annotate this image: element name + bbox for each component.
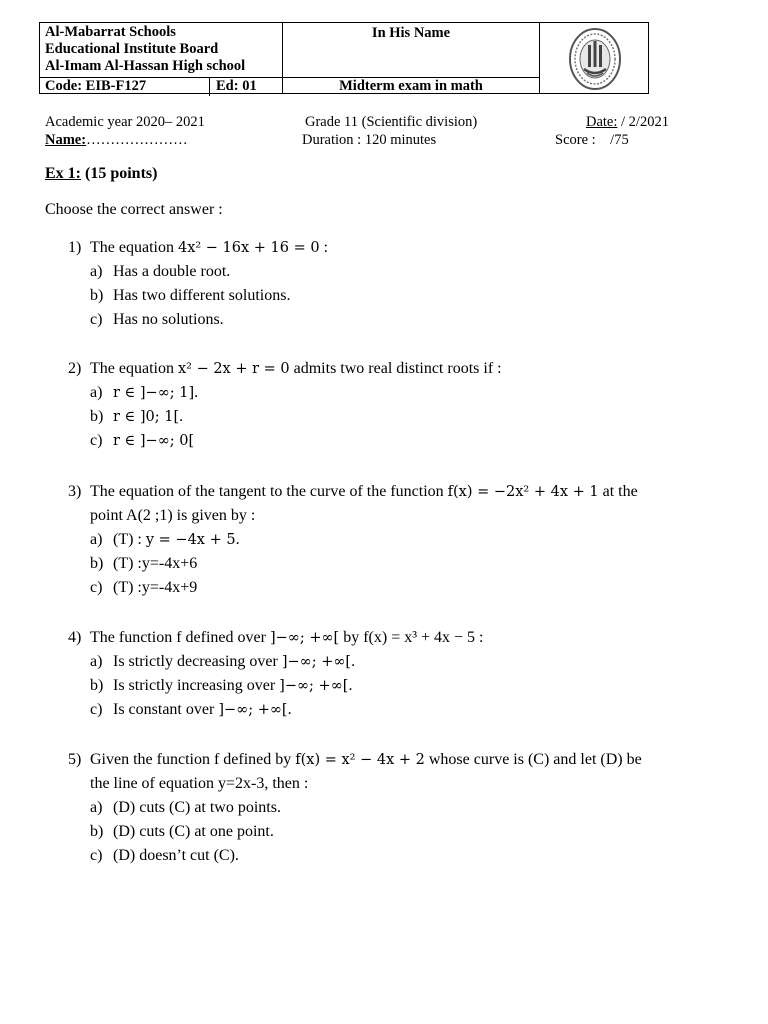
question-line <box>68 480 728 504</box>
question-number: 2) <box>68 360 82 377</box>
option-text: . <box>194 384 199 401</box>
question-line <box>68 357 728 381</box>
option-text: (T) : <box>113 531 146 548</box>
option-text: Is strictly decreasing over <box>113 653 282 670</box>
option-letter: b) <box>90 555 104 572</box>
option-c <box>68 698 728 722</box>
option-c <box>68 844 728 868</box>
high-school-name: Al-Imam Al-Hassan High school <box>45 58 246 74</box>
exercise-label: Ex 1: <box>45 165 81 182</box>
option-letter: b) <box>90 408 104 425</box>
option-math: ]−∞; +∞[ <box>279 678 349 694</box>
question-line <box>68 236 728 260</box>
option-math: r ∈ ]−∞; 0[ <box>113 433 195 449</box>
question-number: 5) <box>68 751 82 768</box>
school-name: Al-Mabarrat Schools <box>45 24 176 40</box>
school-emblem-icon <box>568 27 622 91</box>
option-c <box>68 576 728 600</box>
equation: 4x² − 16x + 16 = 0 <box>177 240 320 256</box>
duration: Duration : 120 minutes <box>302 132 437 148</box>
option-text: Has two different solutions. <box>113 287 291 304</box>
exercise-points: (15 points) <box>81 165 158 182</box>
institute-board: Educational Institute Board <box>45 41 219 57</box>
question-4 <box>68 626 728 722</box>
question-text: admits two real distinct roots if : <box>289 360 502 377</box>
academic-year: Academic year 2020– 2021 <box>45 114 205 130</box>
option-text: (D) cuts (C) at two points. <box>113 799 281 816</box>
question-text: whose curve is (C) and let (D) be <box>424 751 642 768</box>
question-text: point A(2 ;1) is given by : <box>90 507 256 524</box>
option-letter: a) <box>90 384 103 401</box>
option-a <box>68 381 728 405</box>
title-cell <box>282 22 540 94</box>
option-letter: c) <box>90 432 103 449</box>
option-letter: b) <box>90 287 104 304</box>
question-text: The function f defined over <box>90 629 270 646</box>
option-letter: b) <box>90 823 104 840</box>
question-text: the line of equation y=2x-3, then : <box>90 775 309 792</box>
option-letter: c) <box>90 311 103 328</box>
question-3 <box>68 480 728 600</box>
question-number: 4) <box>68 629 82 646</box>
option-b <box>68 405 728 429</box>
option-letter: b) <box>90 677 104 694</box>
option-math: r ∈ ]−∞; 1] <box>113 385 195 401</box>
question-number: 3) <box>68 483 82 500</box>
option-letter: a) <box>90 263 103 280</box>
name-field <box>45 131 188 149</box>
option-c <box>68 308 728 332</box>
date-label: Date: <box>586 114 618 130</box>
divider <box>209 78 210 96</box>
grade: Grade 11 (Scientific division) <box>305 114 478 130</box>
school-info-cell <box>39 22 283 94</box>
option-text: Has a double root. <box>113 263 231 280</box>
option-text: . <box>348 677 353 694</box>
option-b <box>68 552 728 576</box>
document-code: Code: EIB-F127 <box>45 78 147 94</box>
question-text: The equation of the tangent to the curve of the function <box>90 483 448 500</box>
option-b <box>68 820 728 844</box>
option-text: . <box>179 408 184 425</box>
date-value: / 2/2021 <box>617 114 669 130</box>
option-math: ]−∞; +∞[ <box>281 654 352 670</box>
question-number: 1) <box>68 239 82 256</box>
option-letter: c) <box>90 847 103 864</box>
exam-title: Midterm exam in math <box>339 78 483 94</box>
question-text: at the <box>598 483 638 500</box>
question-text: Given the function f defined by <box>90 751 296 768</box>
option-b <box>68 674 728 698</box>
option-c <box>68 429 728 453</box>
option-text: . <box>235 531 240 548</box>
date-field <box>586 113 669 131</box>
option-text: (T) :y=-4x+6 <box>113 555 198 572</box>
exercise-heading <box>45 165 157 183</box>
option-math: r ∈ ]0; 1[ <box>113 409 180 425</box>
question-text: by f(x) = x³ + 4x − 5 : <box>339 629 484 646</box>
option-math: ]−∞; +∞[ <box>218 702 288 718</box>
option-letter: a) <box>90 653 103 670</box>
equation: f(x) = x² − 4x + 2 <box>295 752 425 768</box>
option-text: (D) doesn’t cut (C). <box>113 847 239 864</box>
edition-number: Ed: 01 <box>216 78 257 94</box>
equation: f(x) = −2x² + 4x + 1 <box>447 484 599 500</box>
question-line <box>68 772 728 796</box>
name-blank: ………………… <box>86 132 188 148</box>
option-a <box>68 260 728 284</box>
equation: x² − 2x + r = 0 <box>177 361 290 377</box>
option-letter: a) <box>90 799 103 816</box>
name-label: Name: <box>45 132 87 148</box>
header-table <box>39 22 649 94</box>
option-text: . <box>287 701 292 718</box>
option-text: . <box>351 653 356 670</box>
question-1 <box>68 236 728 332</box>
question-text: : <box>319 239 329 256</box>
option-letter: c) <box>90 579 103 596</box>
in-his-name: In His Name <box>371 25 451 41</box>
question-2 <box>68 357 728 453</box>
logo-cell <box>539 22 649 94</box>
option-text: Has no solutions. <box>113 311 224 328</box>
option-b <box>68 284 728 308</box>
option-text: (T) :y=-4x+9 <box>113 579 198 596</box>
option-letter: c) <box>90 701 103 718</box>
question-line <box>68 626 728 650</box>
question-5 <box>68 748 728 868</box>
question-line <box>68 504 728 528</box>
option-text: (D) cuts (C) at one point. <box>113 823 274 840</box>
option-a <box>68 796 728 820</box>
option-letter: a) <box>90 531 103 548</box>
code-row <box>40 77 284 96</box>
question-text: The equation <box>90 239 178 256</box>
score: Score : /75 <box>555 132 629 148</box>
option-a <box>68 528 728 552</box>
instruction: Choose the correct answer : <box>45 201 223 218</box>
option-math: y = −4x + 5 <box>145 532 236 548</box>
interval: ]−∞; +∞[ <box>269 630 340 646</box>
option-text: Is strictly increasing over <box>113 677 280 694</box>
option-a <box>68 650 728 674</box>
question-line <box>68 748 728 772</box>
option-text: Is constant over <box>113 701 219 718</box>
question-text: The equation <box>90 360 178 377</box>
